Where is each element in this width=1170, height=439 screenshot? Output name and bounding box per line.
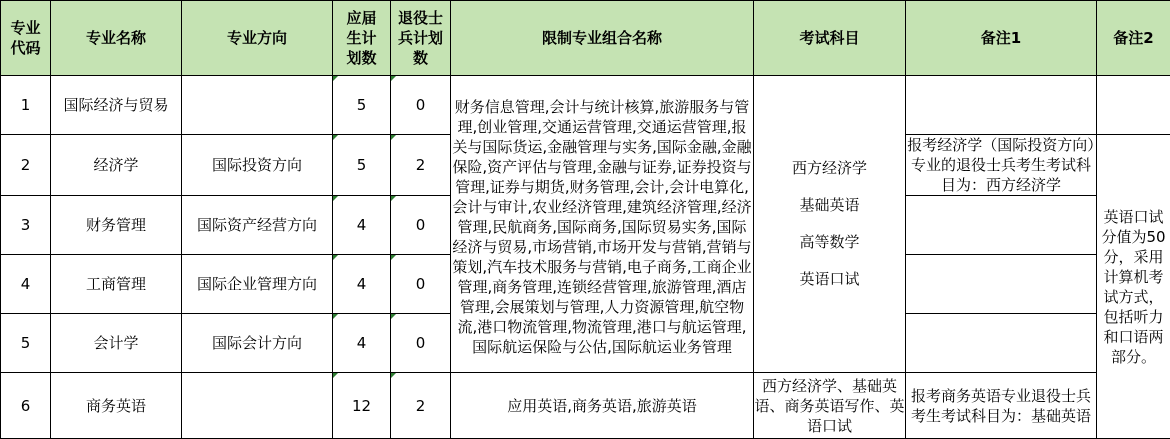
header-row: [1, 1, 1170, 76]
cell-name: 会计学: [51, 314, 182, 373]
cell-note2-empty: [1097, 76, 1170, 135]
subject-item: 基础英语: [799, 196, 860, 214]
cell-name: 国际经济与贸易: [51, 76, 182, 135]
header-veteran-plan: 退役士 兵计划 数: [391, 1, 451, 76]
cell-direction: [182, 373, 333, 439]
cell-direction: 国际企业管理方向: [182, 255, 333, 314]
subject-item: 英语口试: [799, 270, 860, 288]
header-restricted: 限制专业组合名称: [451, 1, 754, 76]
cell-direction: 国际资产经营方向: [182, 196, 333, 255]
cell-name: 财务管理: [51, 196, 182, 255]
table-row: [1, 373, 1170, 439]
cell-direction: 国际投资方向: [182, 135, 333, 196]
cell-note1-empty: [906, 76, 1097, 135]
cell-note1: 报考经济学（国际投资方向）专业的退役士兵考生考试科目为：西方经济学: [907, 136, 1095, 194]
header-code: 专业 代码: [1, 1, 51, 76]
subject-item: 高等数学: [799, 233, 860, 251]
cell-veteran: 0: [391, 255, 451, 314]
cell-code: 4: [1, 255, 51, 314]
cell-code: 3: [1, 196, 51, 255]
cell-code: 5: [1, 314, 51, 373]
cell-veteran: 2: [391, 373, 451, 439]
cell-subjects: 西方经济学、基础英语、商务英语写作、英语口试: [754, 373, 906, 439]
cell-note1: 报考商务英语专业退役士兵考生考试科目为：基础英语: [906, 373, 1097, 439]
subject-item: 西方经济学: [791, 159, 867, 177]
cell-veteran: 0: [391, 76, 451, 135]
cell-fresh: 5: [333, 135, 391, 196]
cell-code: 2: [1, 135, 51, 196]
cell-direction: 国际会计方向: [182, 314, 333, 373]
cell-fresh: 4: [333, 196, 391, 255]
cell-note2: 英语口试分值为50分，采用计算机考试方式，包括听力和口语两部分。: [1097, 135, 1170, 439]
cell-note1-empty: [906, 314, 1097, 373]
cell-veteran: 2: [391, 135, 451, 196]
cell-veteran: 0: [391, 196, 451, 255]
header-fresh-plan: 应届 生计 划数: [333, 1, 391, 76]
cell-code: 6: [1, 373, 51, 439]
cell-direction: [182, 76, 333, 135]
header-direction: 专业方向: [182, 1, 333, 76]
cell-name: 商务英语: [51, 373, 182, 439]
cell-fresh: 4: [333, 314, 391, 373]
cell-fresh: 5: [333, 76, 391, 135]
cell-code: 1: [1, 76, 51, 135]
header-note2: 备注2: [1097, 1, 1170, 76]
cell-fresh: 12: [333, 373, 391, 439]
cell-restricted-group: 财务信息管理,会计与统计核算,旅游服务与管理,创业管理,交通运营管理,交通运营管理,报关与国际货运,金融管理与实务,国际金融,金融保险,资产评估与管理,金融与证券,证券投资与管理,证券与期货,财务管理,会计,会计电算化,会计与审计,农业经济管理,建筑经济管理,经济管理,民航商务,国际商务,国际贸易实务,国际经济与贸易,市场营销,市场开发与营销,营销与策划,汽车技术服务与营销,电子商务,工商企业管理,商务管理,连锁经营管理,旅游管理,酒店管理,会展策划与管理,人力资源管理,航空物流,港口物流管理,物流管理,港口与航运管理,国际航运保险与公估,国际航运业务管理: [451, 76, 754, 373]
cell-note1-empty: [906, 255, 1097, 314]
cell-fresh: 4: [333, 255, 391, 314]
header-name: 专业名称: [51, 1, 182, 76]
cell-name: 工商管理: [51, 255, 182, 314]
cell-name: 经济学: [51, 135, 182, 196]
header-subjects: 考试科目: [754, 1, 906, 76]
header-note1: 备注1: [906, 1, 1097, 76]
table-row: [1, 76, 1170, 135]
cell-veteran: 0: [391, 314, 451, 373]
cell-note1-empty: [906, 196, 1097, 255]
cell-restricted: 应用英语,商务英语,旅游英语: [451, 373, 754, 439]
cell-subjects-group: [754, 76, 906, 373]
